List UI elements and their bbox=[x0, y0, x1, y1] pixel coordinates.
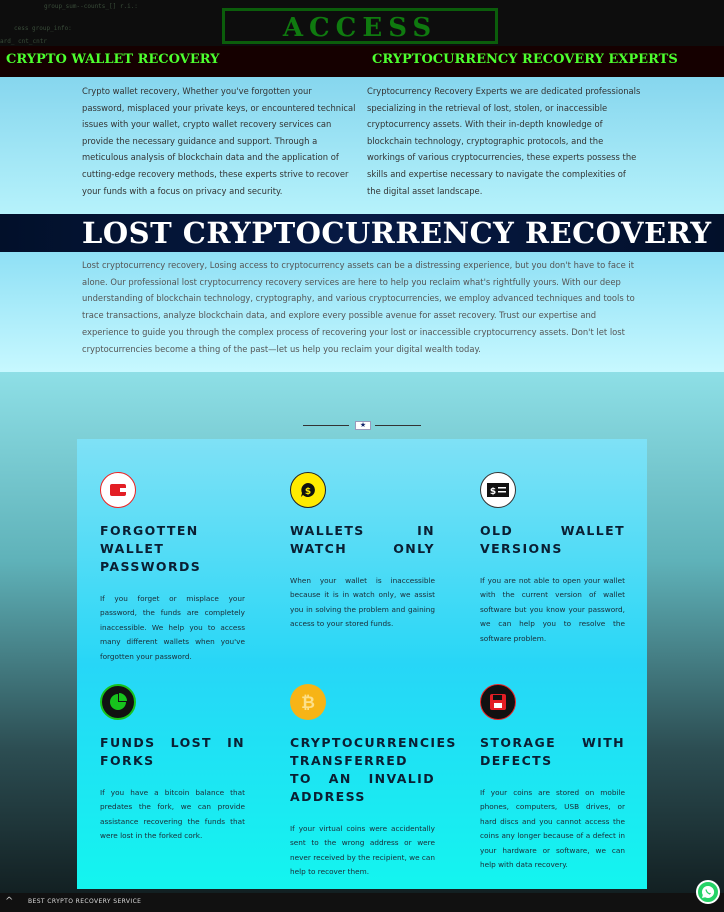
service-text: If you are not able to open your wallet with the current version of wallet software but you know your password, we can help you to resolve the software problem. bbox=[480, 576, 625, 643]
svg-text:₿: ₿ bbox=[301, 693, 315, 713]
service-card bbox=[290, 472, 435, 632]
access-granted-banner: ACCESS bbox=[222, 8, 498, 44]
service-title: OLD WALLET VERSIONS bbox=[480, 523, 625, 556]
dollar-icon bbox=[290, 472, 326, 508]
service-text: If your coins are stored on mobile phones, computers, USB drives, or hard discs and you cannot access the coins any longer because of a defect in your hardware or software, we can help with data recovery. bbox=[480, 788, 625, 870]
title-bar bbox=[0, 46, 724, 77]
service-title: STORAGE WITH DEFECTS bbox=[480, 735, 625, 768]
footer-bar bbox=[0, 893, 724, 912]
hero-image bbox=[0, 0, 724, 46]
service-title: CRYPTOCURRENCIES TRANSFERRED TO AN INVALID ADDRESS bbox=[290, 735, 457, 804]
scroll-up-icon[interactable]: ^ bbox=[5, 896, 14, 907]
service-text: If you have a bitcoin balance that predates the fork, we can provide assistance recovering the funds that were lost in the forked cork. bbox=[100, 788, 245, 841]
divider-left bbox=[303, 425, 349, 426]
code-line: ard_ cnt_cntr bbox=[0, 38, 47, 45]
service-text: When your wallet is inaccessible because it is in watch only, we assist you in solving the problem and gaining access to your stored funds. bbox=[290, 576, 435, 629]
service-title: WALLETS IN WATCH ONLY bbox=[290, 523, 435, 556]
divider-right bbox=[375, 425, 421, 426]
svg-text:$: $ bbox=[304, 487, 312, 497]
whatsapp-icon[interactable] bbox=[696, 880, 720, 904]
service-card bbox=[480, 472, 625, 646]
money-bill-icon bbox=[480, 472, 516, 508]
code-line: cess group_info: bbox=[14, 25, 72, 32]
service-title: FORGOTTEN WALLET PASSWORDS bbox=[100, 523, 202, 574]
bitcoin-icon bbox=[290, 684, 326, 720]
code-line: group_sum--counts_[] r.i.: bbox=[44, 3, 138, 10]
service-text: If your virtual coins were accidentally sent to the wrong address or were never received by the recipient, we can help to recover them. bbox=[290, 824, 435, 877]
lost-recovery-heading: LOST CRYPTOCURRENCY RECOVERY bbox=[82, 216, 712, 250]
wallet-recovery-text: Crypto wallet recovery, Whether you've forgotten your password, misplaced your private keys, or encountered technical issues with your wallet, crypto wallet recovery services can provide the necessary guidance and support. Through a meticulous analysis of blockchain data and the application of cutting-edge recovery methods, these experts strive to recover your funds with a focus on privacy and security. bbox=[82, 86, 356, 196]
service-card bbox=[290, 684, 457, 880]
lost-recovery-section bbox=[0, 252, 724, 372]
recovery-experts-text: Cryptocurrency Recovery Experts we are dedicated professionals specializing in the retrieval of lost, stolen, or inaccessible cryptocurrency assets. With their in-depth knowledge of blockchain technology, cryptographic protocols, and the workings of various cryptocurrencies, these experts possess the skills and expertise necessary to navigate the complexities of the digital asset landscape. bbox=[367, 86, 641, 196]
pie-chart-icon bbox=[100, 684, 136, 720]
service-title: FUNDS LOST IN FORKS bbox=[100, 735, 245, 768]
service-text: If you forget or misplace your password, the funds are completely inaccessible. We help you to access many different wallets when you've forgotten your password. bbox=[100, 594, 245, 661]
footer-label[interactable]: BEST CRYPTO RECOVERY SERVICE bbox=[28, 898, 142, 905]
lost-recovery-text: Lost cryptocurrency recovery, Losing access to cryptocurrency assets can be a distressing experience, but you don't have to face it alone. Our professional lost cryptocurrency recovery services are here to help you reclaim what's rightfully yours. With our deep understanding of blockchain technology, cryptography, and various cryptocurrencies, we employ advanced techniques and tools to trace transactions, analyze blockchain data, and explore every possible avenue for asset recovery. Trust our expertise and experience to guide you through the complex process of recovering your lost or inaccessible cryptocurrency assets. Don't let lost cryptocurrencies become a thing of the past—let us help you reclaim your digital wealth today. bbox=[82, 260, 635, 354]
floppy-disk-icon bbox=[480, 684, 516, 720]
wallet-icon bbox=[100, 472, 136, 508]
lost-recovery-heading-bar bbox=[0, 214, 724, 252]
svg-text:$: $ bbox=[489, 487, 497, 497]
services-grid bbox=[77, 439, 647, 889]
service-card bbox=[480, 684, 625, 872]
service-card bbox=[100, 684, 245, 844]
service-card bbox=[100, 472, 245, 664]
crypto-wallet-recovery-title: CRYPTO WALLET RECOVERY bbox=[6, 52, 220, 67]
intro-section bbox=[0, 77, 724, 214]
recovery-experts-title: CRYPTOCURRENCY RECOVERY EXPERTS bbox=[372, 52, 678, 67]
divider-star-icon: ★ bbox=[355, 421, 371, 430]
